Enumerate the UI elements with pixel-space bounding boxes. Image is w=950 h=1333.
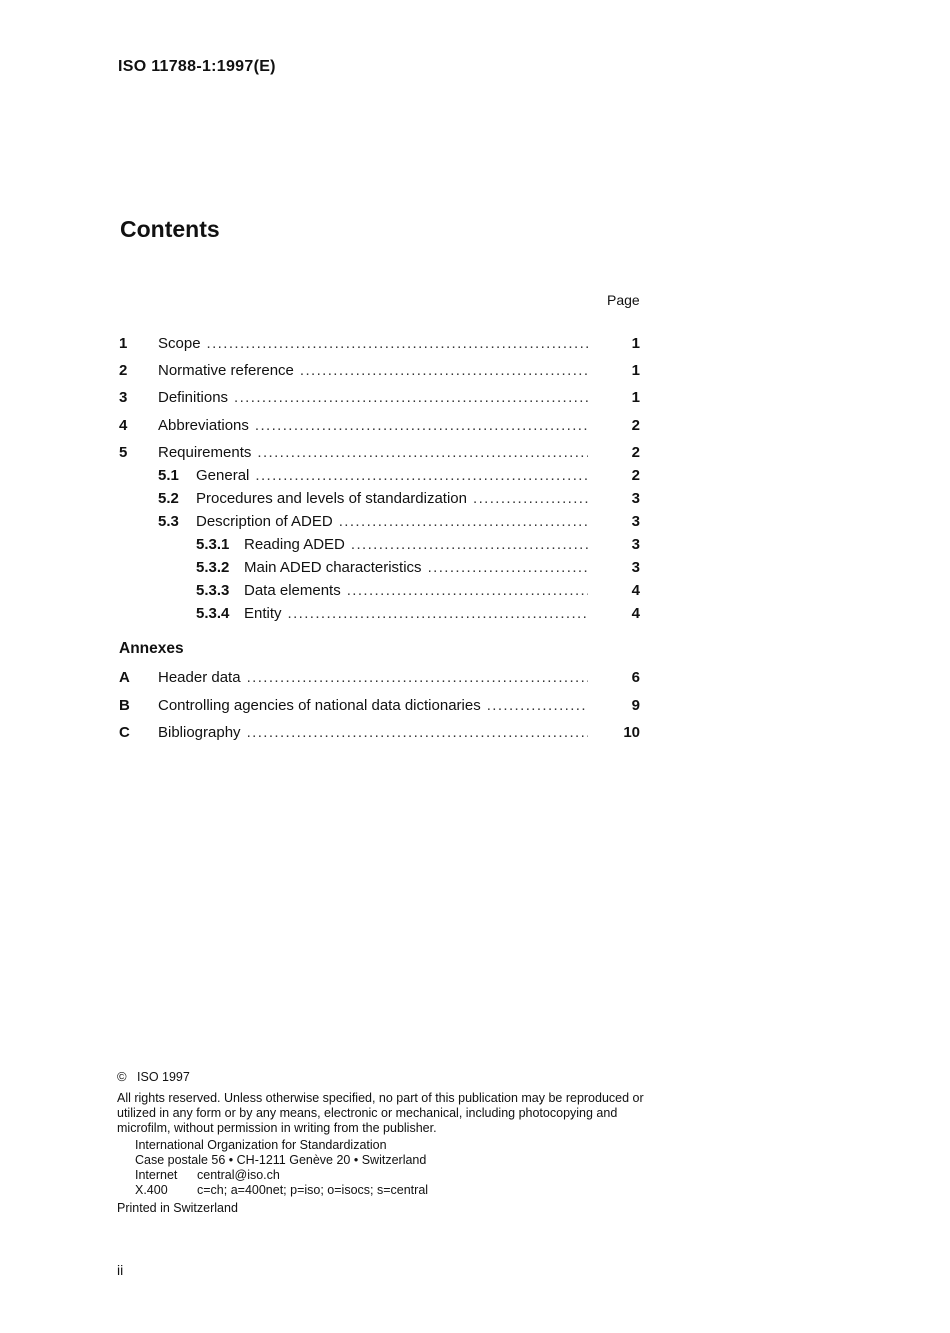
toc-page: 4 bbox=[631, 605, 640, 622]
toc-number: 5 bbox=[119, 444, 128, 461]
page-column-header: Page bbox=[607, 292, 640, 308]
toc-entry[interactable] bbox=[0, 465, 950, 487]
x400-line bbox=[135, 1183, 647, 1198]
toc-label: Reading ADED bbox=[244, 536, 345, 553]
toc-page: 1 bbox=[631, 362, 640, 379]
toc-page: 1 bbox=[631, 389, 640, 406]
annex-entry[interactable] bbox=[0, 695, 950, 717]
toc-label: Abbreviations bbox=[158, 417, 249, 434]
toc-number: 2 bbox=[119, 362, 128, 379]
annex-page: 9 bbox=[631, 697, 640, 714]
copyright-block bbox=[117, 1069, 647, 1216]
toc-page: 2 bbox=[631, 444, 640, 461]
dot-leader bbox=[339, 511, 588, 533]
org-name: International Organization for Standardization bbox=[135, 1138, 387, 1152]
rights-statement: All rights reserved. Unless otherwise specified, no part of this publication may be reproduced or utilized in any form or by any means, electronic or mechanical, including photocopying and microfilm, without permission in writing from the publisher. bbox=[117, 1091, 644, 1135]
annex-page: 10 bbox=[623, 724, 640, 741]
printed-in: Printed in Switzerland bbox=[117, 1201, 238, 1215]
iso-address bbox=[135, 1138, 647, 1198]
internet-email[interactable]: central@iso.ch bbox=[197, 1168, 280, 1182]
annex-label: Bibliography bbox=[158, 724, 241, 741]
dot-leader bbox=[234, 387, 588, 409]
dot-leader bbox=[428, 557, 588, 579]
internet-line bbox=[135, 1168, 647, 1183]
toc-number: 5.3.4 bbox=[196, 605, 230, 622]
toc-page: 4 bbox=[631, 582, 640, 599]
annex-entry[interactable] bbox=[0, 667, 950, 689]
annex-label: Controlling agencies of national data dictionaries bbox=[158, 697, 481, 714]
contents-title: Contents bbox=[120, 216, 220, 242]
dot-leader bbox=[207, 333, 588, 355]
dot-leader bbox=[347, 580, 588, 602]
toc-page: 2 bbox=[631, 417, 640, 434]
toc-label: Procedures and levels of standardization bbox=[196, 490, 467, 507]
toc-number: 3 bbox=[119, 389, 128, 406]
annex-letter: B bbox=[119, 697, 130, 714]
toc-entry[interactable] bbox=[0, 511, 950, 533]
toc-label: Data elements bbox=[244, 582, 341, 599]
dot-leader bbox=[351, 534, 588, 556]
toc-number: 5.2 bbox=[158, 490, 179, 507]
copyright-year: ISO 1997 bbox=[137, 1070, 190, 1084]
copyright-line bbox=[117, 1069, 647, 1085]
toc-label: Description of ADED bbox=[196, 513, 333, 530]
toc-number: 5.1 bbox=[158, 467, 179, 484]
dot-leader bbox=[288, 603, 588, 625]
toc-number: 5.3.2 bbox=[196, 559, 230, 576]
toc-entry[interactable] bbox=[0, 415, 950, 437]
document-id: ISO 11788-1:1997(E) bbox=[118, 58, 276, 75]
toc-page: 3 bbox=[631, 513, 640, 530]
toc-number: 5.3 bbox=[158, 513, 179, 530]
dot-leader bbox=[255, 465, 588, 487]
x400-address: c=ch; a=400net; p=iso; o=isocs; s=central bbox=[197, 1183, 429, 1197]
postal-address: Case postale 56 • CH-1211 Genève 20 • Switzerland bbox=[135, 1153, 427, 1167]
x400-label: X.400 bbox=[135, 1183, 168, 1197]
toc-label: General bbox=[196, 467, 250, 484]
toc-label: Normative reference bbox=[158, 362, 294, 379]
toc-number: 4 bbox=[119, 417, 128, 434]
toc-label: Entity bbox=[244, 605, 282, 622]
toc-page: 3 bbox=[631, 490, 640, 507]
annex-letter: C bbox=[119, 724, 130, 741]
copyright-symbol: © bbox=[117, 1069, 127, 1084]
toc-entry[interactable] bbox=[0, 442, 950, 464]
internet-label: Internet bbox=[135, 1168, 178, 1182]
annex-label: Header data bbox=[158, 669, 241, 686]
toc-entry[interactable] bbox=[0, 360, 950, 382]
toc-page: 2 bbox=[631, 467, 640, 484]
toc-label: Scope bbox=[158, 335, 201, 352]
dot-leader bbox=[487, 695, 588, 717]
annex-letter: A bbox=[119, 669, 130, 686]
annex-entry[interactable] bbox=[0, 722, 950, 744]
toc-label: Requirements bbox=[158, 444, 252, 461]
toc-page: 3 bbox=[631, 559, 640, 576]
dot-leader bbox=[257, 442, 588, 464]
toc-label: Main ADED characteristics bbox=[244, 559, 422, 576]
toc-page: 3 bbox=[631, 536, 640, 553]
toc-entry[interactable] bbox=[0, 557, 950, 579]
toc-entry[interactable] bbox=[0, 333, 950, 355]
dot-leader bbox=[300, 360, 588, 382]
toc-entry[interactable] bbox=[0, 580, 950, 602]
toc-entry[interactable] bbox=[0, 488, 950, 510]
dot-leader bbox=[255, 415, 588, 437]
footer-page-number: ii bbox=[117, 1262, 124, 1278]
toc-number: 1 bbox=[119, 335, 128, 352]
annexes-title: Annexes bbox=[119, 640, 184, 657]
toc-entry[interactable] bbox=[0, 603, 950, 625]
annex-page: 6 bbox=[631, 669, 640, 686]
toc-number: 5.3.1 bbox=[196, 536, 230, 553]
toc-label: Definitions bbox=[158, 389, 229, 406]
toc-entry[interactable] bbox=[0, 387, 950, 409]
dot-leader bbox=[247, 667, 588, 689]
dot-leader bbox=[247, 722, 588, 744]
toc-entry[interactable] bbox=[0, 534, 950, 556]
dot-leader bbox=[473, 488, 588, 510]
toc-page: 1 bbox=[631, 335, 640, 352]
toc-number: 5.3.3 bbox=[196, 582, 230, 599]
